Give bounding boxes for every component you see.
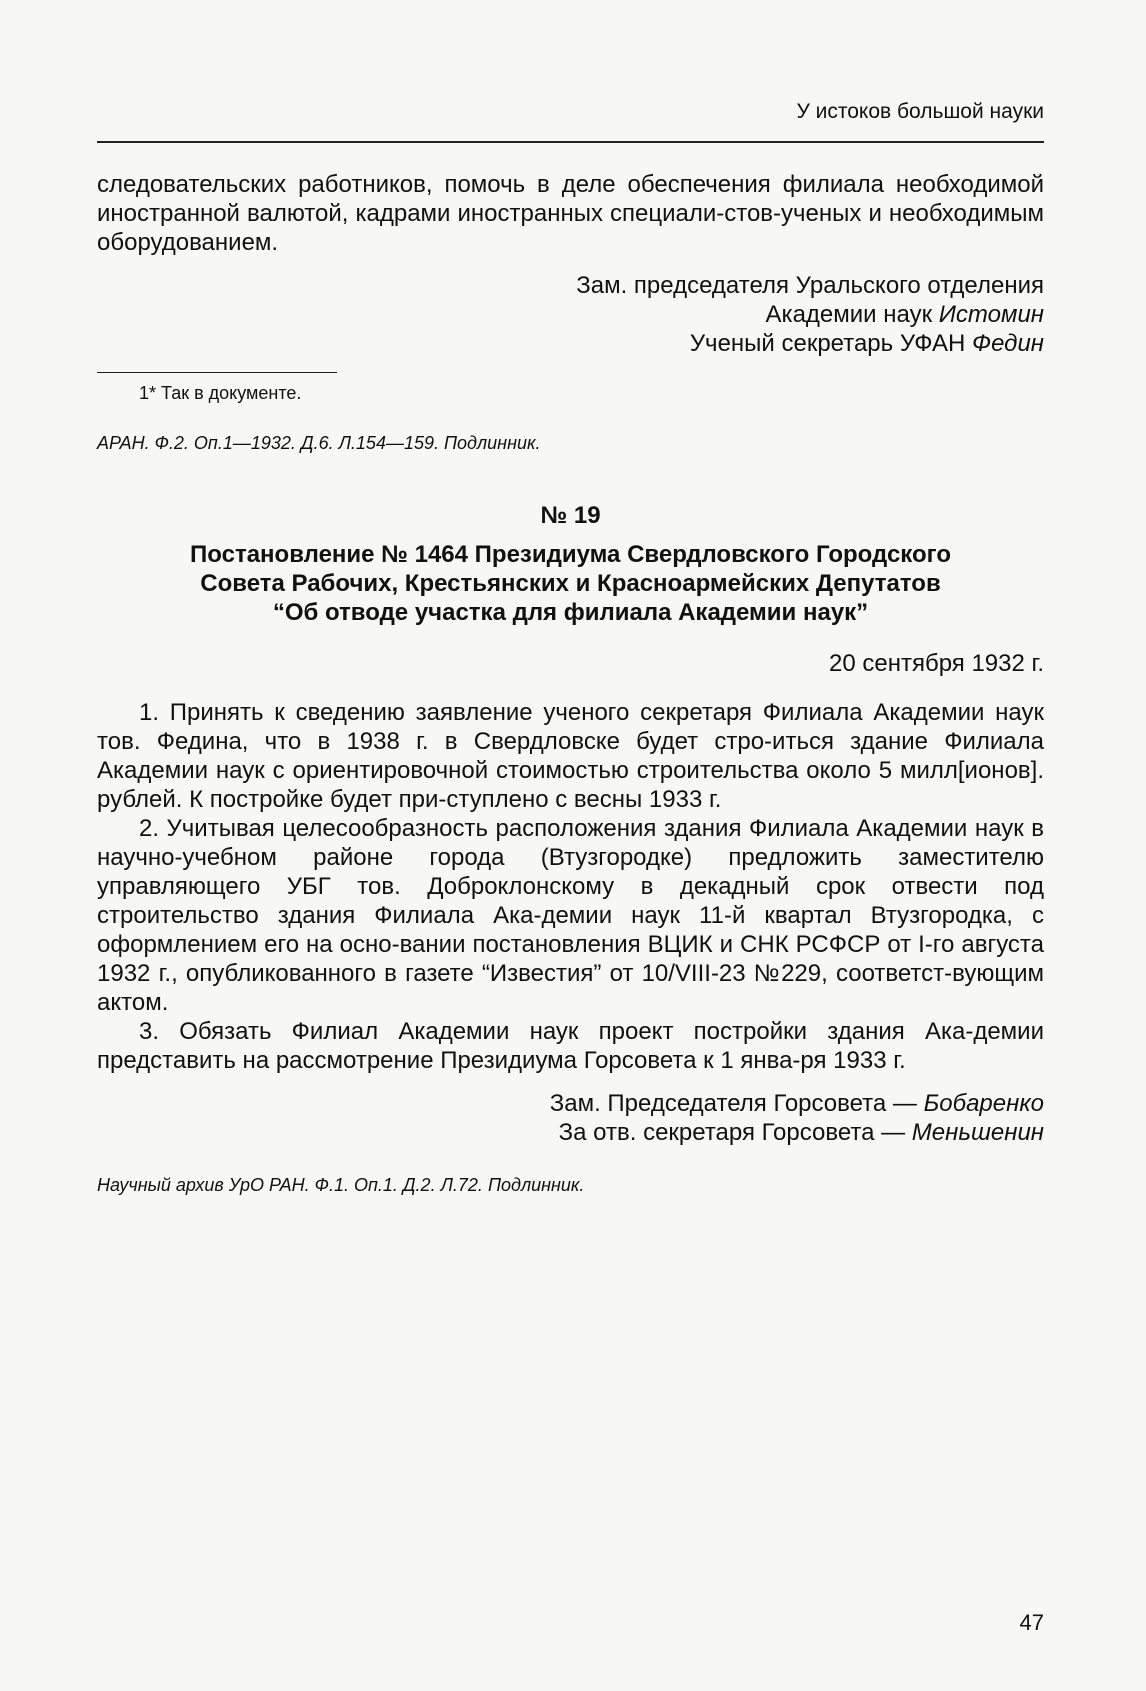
archive-source: Научный архив УрО РАН. Ф.1. Оп.1. Д.2. Л.72. Подлинник. [97, 1175, 585, 1195]
signatory-name: Меньшенин [911, 1119, 1044, 1146]
signatory-name: Бобаренко [923, 1090, 1044, 1117]
footnote: 1* Так в документе. [139, 383, 302, 403]
signatory-name: Федин [972, 330, 1044, 357]
document-date: 20 сентября 1932 г. [829, 650, 1044, 677]
continuation-paragraph: следовательских работников, помочь в деле обеспечения филиала необходимой иностранной валютой, кадрами иностранных специали-стов-ученых и необходимым оборудованием. [97, 171, 1044, 256]
signature-line [97, 1089, 1044, 1118]
signature-role: Академии наук [765, 301, 933, 328]
signature-line [97, 329, 1044, 358]
document-signatures [97, 1089, 1044, 1147]
signature-line [97, 300, 1044, 329]
signature-line: Зам. председателя Уральского отделения [576, 272, 1044, 299]
footnote-rule [97, 372, 337, 373]
document-paragraph: 2. Учитывая целесообразность расположения здания Филиала Академии наук в научно-учебном районе города (Втузгородке) предложить заместителю управляющего УБГ тов. Доброклонскому в декадный срок отвести под строительство здания Филиала Ака-демии наук 11-й квартал Втузгородка, с оформлением его на осно-вании постановления ВЦИК и СНК РСФСР от I-го августа 1932 г., опубликованного в газете “Известия” от 10/VIII-23 №229, соответст-вующим актом. [97, 815, 1044, 1016]
archive-source: АРАН. Ф.2. Оп.1—1932. Д.6. Л.154—159. Подлинник. [97, 433, 541, 453]
signature-role: Зам. Председателя Горсовета — [549, 1090, 917, 1117]
page-number: 47 [1019, 1610, 1044, 1635]
signature-role: Ученый секретарь УФАН [689, 330, 966, 357]
header-rule [97, 141, 1044, 143]
page-content [97, 170, 1044, 1197]
document-paragraph: 3. Обязать Филиал Академии наук проект постройки здания Ака-демии представить на рассмотрение Президиума Горсовета к 1 янва-ря 1933 г. [97, 1018, 1044, 1074]
signature-role: За отв. секретаря Горсовета — [558, 1119, 906, 1146]
running-head: У истоков большой науки [796, 100, 1044, 123]
document-paragraph: 1. Принять к сведению заявление ученого секретаря Филиала Академии наук тов. Федина, что в 1938 г. в Свердловске будет стро-иться здание Филиала Академии наук с ориентировочной стоимостью строительства около 5 милл[ионов]. рублей. К постройке будет при-ступлено с весны 1933 г. [97, 699, 1044, 813]
document-title-line: “Об отводе участка для филиала Академии наук” [272, 599, 869, 626]
document-number: № 19 [540, 502, 601, 529]
signatory-name: Истомин [938, 301, 1044, 328]
signature-line [97, 1118, 1044, 1147]
document-title-line: Совета Рабочих, Крестьянских и Красноармейских Депутатов [200, 570, 941, 597]
previous-signatures [97, 271, 1044, 358]
document-title-line: Постановление № 1464 Президиума Свердловского Городского [190, 541, 951, 568]
